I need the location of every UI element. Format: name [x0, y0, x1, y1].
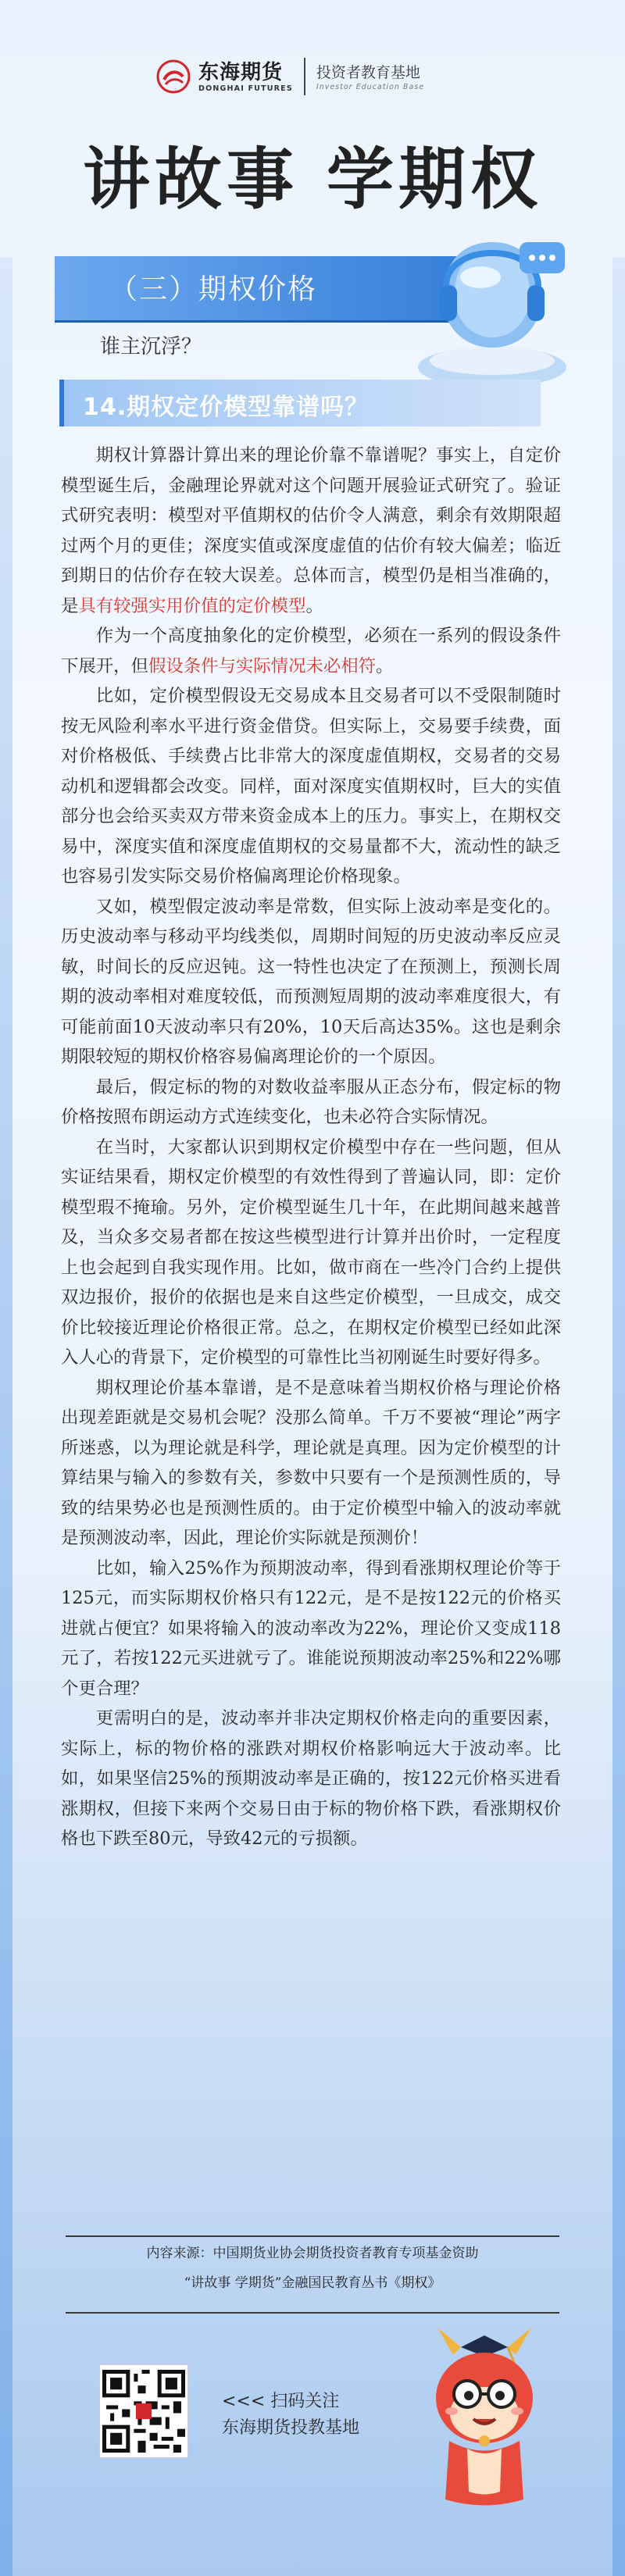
paragraph-text: 更需明白的是，波动率并非决定期权价格走向的重要因素，实际上，标的物价格的涨跌对期权价格影响远大于波动率。比如，如果坚信25%的预期波动率是正确的，按122元价格买进看涨期权，但接下来两个交易日由于标的物价格下跌，看涨期权价格也下跌至80元，导致42元的亏损额。 [61, 1708, 561, 1849]
paragraph [61, 1704, 561, 1854]
header-divider [304, 58, 305, 95]
tagline-en: Investor Education Base [316, 82, 425, 91]
paragraph-text: 期权理论价基本靠谱，是不是意味着当期权价格与理论价格出现差距就是交易机会呢？没那么简单。千万不要被“理论”两字所迷惑，以为理论就是科学，理论就是真理。因为定价模型的计算结果与输入的参数有关，参数中只要有一个是预测性质的，导致的结果势必也是预测性质的。由于定价模型中输入的波动率就是预测波动率，因此，理论价实际就是预测价！ [61, 1377, 561, 1548]
credit-line-2: “讲故事 学期货”金融国民教育丛书《期权》 [184, 2275, 441, 2291]
article-body [61, 441, 561, 1854]
paragraph [61, 441, 561, 621]
subheading: 谁主沉浮？ [100, 335, 202, 359]
scan-line-1: <<< 扫码关注 [222, 2392, 340, 2411]
content-source-box [66, 2235, 559, 2314]
paragraph [61, 621, 561, 681]
paragraph-text: 。 [305, 595, 323, 616]
brand-header [156, 45, 484, 108]
paragraph [61, 681, 561, 892]
page-title: 讲故事 学期权 [83, 141, 542, 219]
paragraph [61, 1072, 561, 1133]
highlighted-text: 具有较强实用价值的定价模型 [78, 595, 306, 616]
left-accent-bar [0, 258, 12, 2576]
highlighted-text: 假设条件与实际情况未必相符 [148, 655, 377, 676]
paragraph-text: 最后，假定标的物的对数收益率服从正态分布，假定标的物价格按照布朗运动方式连续变化，也未必符合实际情况。 [61, 1076, 561, 1127]
paragraph [61, 1554, 561, 1704]
paragraph-text: 比如，定价模型假设无交易成本且交易者可以不受限制随时按无风险利率水平进行资金借贷。但实际上，交易要手续费，面对价格极低、手续费占比非常大的深度虚值期权，交易者的交易动机和逻辑都会改变。同样，面对深度实值期权时，巨大的实值部分也会给买卖双方带来资金成本上的压力。事实上，在期权交易中，深度实值和深度虚值期权的交易量都不大，流动性的缺乏也容易引发实际交易价格偏离理论价格现象。 [61, 686, 561, 887]
paragraph [61, 892, 561, 1072]
paragraph-text: 作为一个高度抽象化的定价模型，必须在一系列的假设条件下展开，但 [61, 626, 561, 676]
paragraph-text: 又如，模型假定波动率是常数，但实际上波动率是变化的。历史波动率与移动平均线类似，周期时间短的历史波动率反应灵敏，时间长的反应迟钝。这一特性也决定了在预测上，预测长周期的波动率相对难度较低，而预测短周期的波动率难度很大，有可能前面10天波动率只有20%，10天后高达35%。这也是剩余期限较短的期权价格容易偏离理论价的一个原因。 [61, 896, 561, 1067]
headset-chat-illustration-icon [395, 211, 590, 406]
paragraph-text: 。 [376, 655, 394, 676]
paragraph [61, 1373, 561, 1554]
company-name-en: DONGHAI FUTURES [198, 84, 293, 93]
question-banner [59, 380, 541, 426]
right-accent-bar [612, 258, 625, 2576]
company-name-cn: 东海期货 [198, 60, 284, 84]
paragraph [61, 1133, 561, 1373]
section-title: （三）期权价格 [109, 273, 318, 305]
scan-follow-text [222, 2389, 359, 2442]
tagline-cn: 投资者教育基地 [316, 63, 420, 81]
paragraph-text: 比如，输入25%作为预期波动率，得到看涨期权理论价等于125元，而实际期权价格只有122元，是不是按122元的价格买进就占便宜？如果将输入的波动率改为22%，理论价又变成118元了，若按122元买进就亏了。谁能说预期波动率25%和22%哪个更合理？ [61, 1557, 561, 1699]
scan-line-2: 东海期货投教基地 [222, 2418, 360, 2438]
question-title: 14.期权定价模型靠谱吗？ [83, 394, 370, 421]
paragraph-text: 期权计算器计算出来的理论价靠不靠谱呢？事实上，自定价模型诞生后，金融理论界就对这个问题开展验证式研究了。验证式研究表明：模型对平值期权的估价令人满意，剩余有效期限超过两个月的更佳；深度实值或深度虚值的估价有较大偏差；临近到期日的估价存在较大误差。总体而言，模型仍是相当准确的，是 [61, 445, 561, 616]
credit-line-1: 内容来源：中国期货业协会期货投资者教育专项基金资助 [146, 2246, 479, 2261]
donghai-logo-icon [156, 59, 191, 94]
paragraph-text: 在当时，大家都认识到期权定价模型中存在一些问题，但从实证结果看，期权定价模型的有效性得到了普遍认同，即：定价模型瑕不掩瑜。另外，定价模型诞生几十年，在此期间越来越普及，当众多交易者都在按这些模型进行计算并出价时，一定程度上也会起到自我实现作用。比如，做市商在一些冷门合约上提供双边报价，报价的依据也是来自这些定价模型，一旦成交，成交价比较接近理论价格很正常。总之，在期权定价模型已经如此深入人心的背景下，定价模型的可靠性比当初刚诞生时要好得多。 [61, 1136, 561, 1368]
qr-code-icon[interactable] [100, 2365, 188, 2457]
dragon-mascot-icon [406, 2324, 562, 2511]
